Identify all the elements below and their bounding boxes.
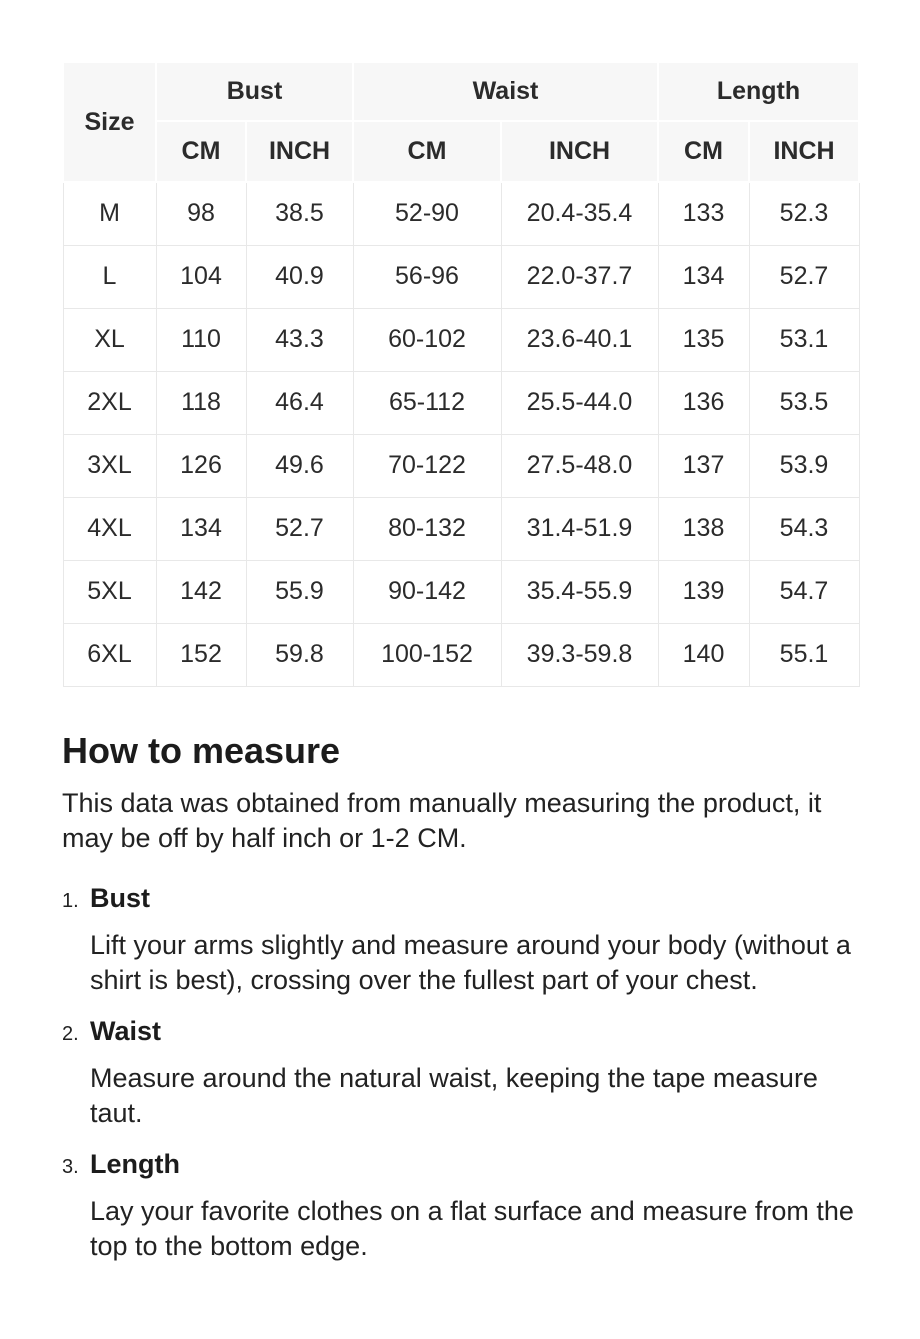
table-cell: 39.3-59.8	[501, 623, 658, 686]
table-cell: 142	[156, 560, 246, 623]
table-cell: 52.7	[246, 497, 353, 560]
table-cell: 55.9	[246, 560, 353, 623]
header-sub-row	[63, 121, 859, 182]
size-row-5xl	[63, 560, 859, 623]
table-cell: 4XL	[63, 497, 156, 560]
table-cell: 22.0-37.7	[501, 245, 658, 308]
header-group-row	[63, 62, 859, 121]
size-row-2xl	[63, 371, 859, 434]
table-cell: 53.9	[749, 434, 859, 497]
table-cell: XL	[63, 308, 156, 371]
size-row-4xl	[63, 497, 859, 560]
step-number: 2.	[62, 1022, 79, 1045]
step-term: Length	[90, 1148, 180, 1179]
column-group-bust: Bust	[156, 62, 353, 121]
table-cell: 3XL	[63, 434, 156, 497]
size-row-xl	[63, 308, 859, 371]
step-heading	[62, 880, 858, 921]
table-cell: 70-122	[353, 434, 501, 497]
size-chart-table	[62, 61, 860, 687]
step-description: Lift your arms slightly and measure around your body (without a shirt is best), crossing over the fullest part of your chest.	[90, 929, 851, 995]
table-cell: 52.7	[749, 245, 859, 308]
table-cell: 59.8	[246, 623, 353, 686]
column-header-bust-inch: INCH	[246, 121, 353, 182]
step-number: 1.	[62, 889, 79, 912]
table-cell: 118	[156, 371, 246, 434]
table-cell: 54.7	[749, 560, 859, 623]
table-cell: 80-132	[353, 497, 501, 560]
table-cell: 90-142	[353, 560, 501, 623]
table-cell: 20.4-35.4	[501, 182, 658, 245]
column-group-waist: Waist	[353, 62, 658, 121]
step-description: Measure around the natural waist, keeping the tape measure taut.	[90, 1062, 818, 1128]
table-cell: 56-96	[353, 245, 501, 308]
table-cell: 27.5-48.0	[501, 434, 658, 497]
table-cell: 52-90	[353, 182, 501, 245]
column-group-length: Length	[658, 62, 859, 121]
measure-step-bust	[62, 880, 858, 998]
table-cell: 25.5-44.0	[501, 371, 658, 434]
measure-disclaimer-text: This data was obtained from manually measuring the product, it may be off by half inch or 1-2 CM.	[62, 787, 822, 853]
step-term: Bust	[90, 882, 150, 913]
table-cell: 136	[658, 371, 749, 434]
table-cell: 98	[156, 182, 246, 245]
column-header-size: Size	[63, 62, 156, 182]
size-row-6xl	[63, 623, 859, 686]
step-heading	[62, 1146, 858, 1187]
table-cell: 40.9	[246, 245, 353, 308]
table-cell: 152	[156, 623, 246, 686]
step-number: 3.	[62, 1155, 79, 1178]
table-cell: 55.1	[749, 623, 859, 686]
step-description: Lay your favorite clothes on a flat surface and measure from the top to the bottom edge.	[90, 1195, 854, 1261]
measure-step-length	[62, 1146, 858, 1264]
table-cell: 5XL	[63, 560, 156, 623]
column-header-bust-cm: CM	[156, 121, 246, 182]
step-term: Waist	[90, 1015, 162, 1046]
table-cell: M	[63, 182, 156, 245]
table-cell: 53.1	[749, 308, 859, 371]
table-cell: 104	[156, 245, 246, 308]
table-cell: 65-112	[353, 371, 501, 434]
table-cell: 139	[658, 560, 749, 623]
table-cell: 135	[658, 308, 749, 371]
table-cell: 43.3	[246, 308, 353, 371]
column-header-waist-cm: CM	[353, 121, 501, 182]
table-cell: 110	[156, 308, 246, 371]
table-cell: 38.5	[246, 182, 353, 245]
size-row-3xl	[63, 434, 859, 497]
table-cell: 46.4	[246, 371, 353, 434]
size-row-m	[63, 182, 859, 245]
table-cell: 54.3	[749, 497, 859, 560]
table-cell: 133	[658, 182, 749, 245]
table-cell: 134	[658, 245, 749, 308]
table-cell: 49.6	[246, 434, 353, 497]
column-header-length-cm: CM	[658, 121, 749, 182]
table-cell: 31.4-51.9	[501, 497, 658, 560]
table-cell: 23.6-40.1	[501, 308, 658, 371]
step-heading	[62, 1013, 858, 1054]
column-header-waist-inch: INCH	[501, 121, 658, 182]
table-cell: 2XL	[63, 371, 156, 434]
table-cell: 137	[658, 434, 749, 497]
table-cell: 52.3	[749, 182, 859, 245]
how-to-measure-section	[62, 730, 858, 1264]
table-cell: 134	[156, 497, 246, 560]
table-cell: 138	[658, 497, 749, 560]
table-cell: L	[63, 245, 156, 308]
column-header-length-inch: INCH	[749, 121, 859, 182]
measure-steps-list	[62, 880, 858, 1264]
table-cell: 126	[156, 434, 246, 497]
table-cell: 35.4-55.9	[501, 560, 658, 623]
table-cell: 60-102	[353, 308, 501, 371]
measure-step-waist	[62, 1013, 858, 1131]
table-cell: 100-152	[353, 623, 501, 686]
table-cell: 6XL	[63, 623, 156, 686]
table-cell: 140	[658, 623, 749, 686]
table-cell: 53.5	[749, 371, 859, 434]
size-row-l	[63, 245, 859, 308]
how-to-measure-title: How to measure	[62, 729, 341, 771]
